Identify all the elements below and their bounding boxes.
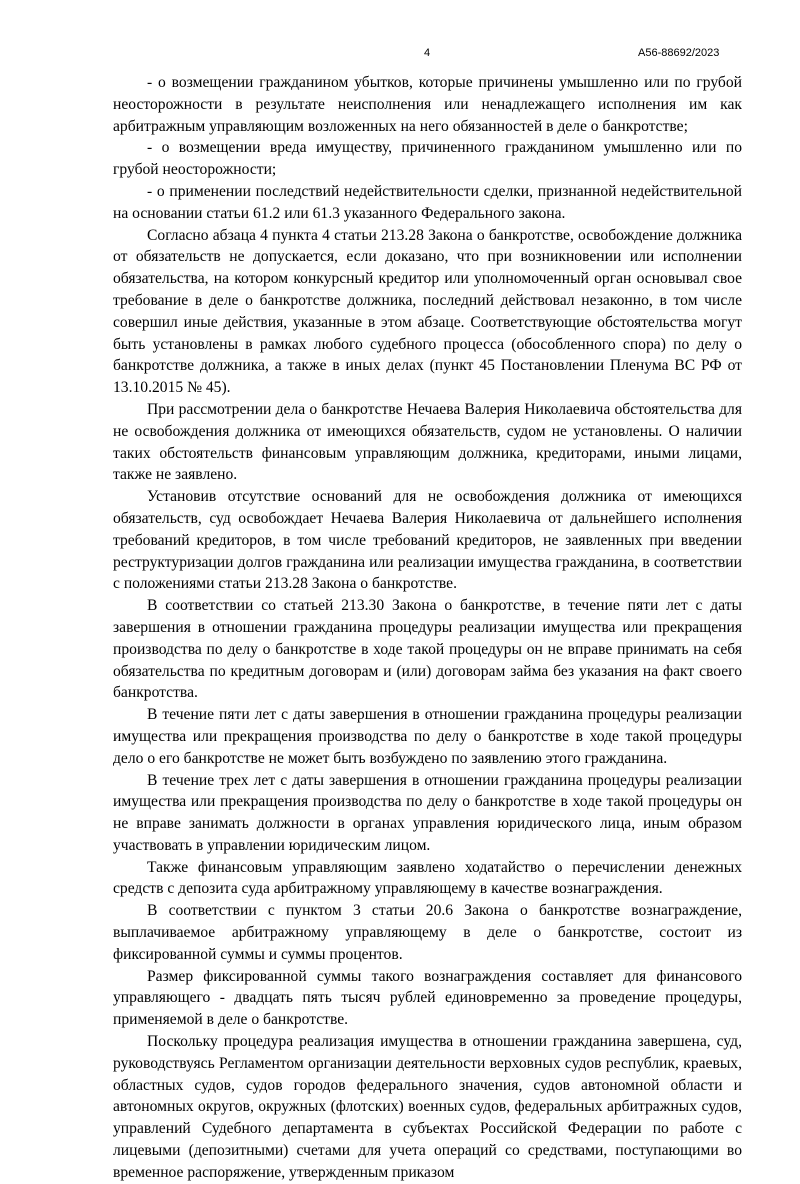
paragraph: В соответствии с пунктом 3 статьи 20.6 Закона о банкротстве вознаграждение, выплачиваемое арбитражному управляющему в деле о банкротстве, состоит из фиксированной суммы и суммы процентов. bbox=[113, 902, 742, 963]
paragraph: При рассмотрении дела о банкротстве Нечаева Валерия Николаевича обстоятельства для не освобождения должника от имеющихся обязательств, судом не установлены. О наличии таких обстоятельств финансовым управляющим должника, кредиторами, иными лицами, также не заявлено. bbox=[113, 400, 742, 484]
paragraph: Поскольку процедура реализация имущества в отношении гражданина завершена, суд, руководствуясь Регламентом организации деятельности верховных судов республик, краевых, областных судов, судов городов федерального значения, судов автономной области и автономных округов, окружных (флотских) военных судов, федеральных арбитражных судов, управлений Судебного департамента в субъектах Российской Федерации по работе с лицевыми (депозитными) счетами для учета операций со средствами, поступающими во временное распоряжение, утвержденным приказом bbox=[113, 1033, 742, 1181]
paragraph: - о применении последствий недействительности сделки, признанной недействительной на основании статьи 61.2 или 61.3 указанного Федерального закона. bbox=[113, 182, 742, 222]
paragraph: Размер фиксированной суммы такого вознаграждения составляет для финансового управляющего - двадцать пять тысяч рублей единовременно за проведение процедуры, применяемой в деле о банкротстве. bbox=[113, 967, 742, 1029]
paragraph: Установив отсутствие оснований для не освобождения должника от имеющихся обязательств, суд освобождает Нечаева Валерия Николаевича от дальнейшего исполнения требований кредиторов, в том числе требований кредиторов, не заявленных при введении реструктуризации долгов гражданина или реализации имущества гражданина, в соответствии с положениями статьи 213.28 Закона о банкротстве. bbox=[113, 488, 742, 593]
document-body bbox=[113, 72, 742, 1184]
paragraph: В течение пяти лет с даты завершения в отношении гражданина процедуры реализации имущества или прекращения производства по делу о банкротстве в ходе такой процедуры дело о его банкротстве не может быть возбуждено по заявлению этого гражданина. bbox=[113, 706, 742, 767]
page-number: 4 bbox=[424, 47, 431, 59]
paragraph: В соответствии со статьей 213.30 Закона о банкротстве, в течение пяти лет с даты завершения в отношении гражданина процедуры реализации имущества или прекращения производства по делу о банкротстве в ходе такой процедуры он не вправе принимать на себя обязательства по кредитным договорам и (или) договорам займа без указания на факт своего банкротства. bbox=[113, 597, 742, 702]
paragraph: Также финансовым управляющим заявлено ходатайство о перечислении денежных средств с депозита суда арбитражному управляющему в качестве вознаграждения. bbox=[113, 858, 742, 898]
paragraph: - о возмещении вреда имуществу, причиненного гражданином умышленно или по грубой неосторожности; bbox=[113, 139, 742, 179]
case-number: А56-88692/2023 bbox=[638, 47, 720, 59]
paragraph: В течение трех лет с даты завершения в отношении гражданина процедуры реализации имущества или прекращения производства по делу о банкротстве в ходе такой процедуры он не вправе занимать должности в органах управления юридического лица, иным образом участвовать в управлении юридическим лицом. bbox=[113, 771, 742, 854]
paragraph: - о возмещении гражданином убытков, которые причинены умышленно или по грубой неосторожности в результате неисполнения или ненадлежащего исполнения им как арбитражным управляющим возложенных на него обязанностей в деле о банкротстве; bbox=[113, 74, 742, 135]
paragraph: Согласно абзаца 4 пункта 4 статьи 213.28 Закона о банкротстве, освобождение должника от обязательств не допускается, если доказано, что при возникновении или исполнении обязательства, на котором конкурсный кредитор или уполномоченный орган основывал свое требование в деле о банкротстве должника, последний действовал незаконно, в том числе совершил иные действия, указанные в этом абзаце. Соответствующие обстоятельства могут быть установлены в рамках любого судебного процесса (обособленного спора) по делу о банкротстве должника, а также в иных делах (пункт 45 Постановлении Пленума ВС РФ от 13.10.2015 № 45). bbox=[113, 226, 742, 397]
